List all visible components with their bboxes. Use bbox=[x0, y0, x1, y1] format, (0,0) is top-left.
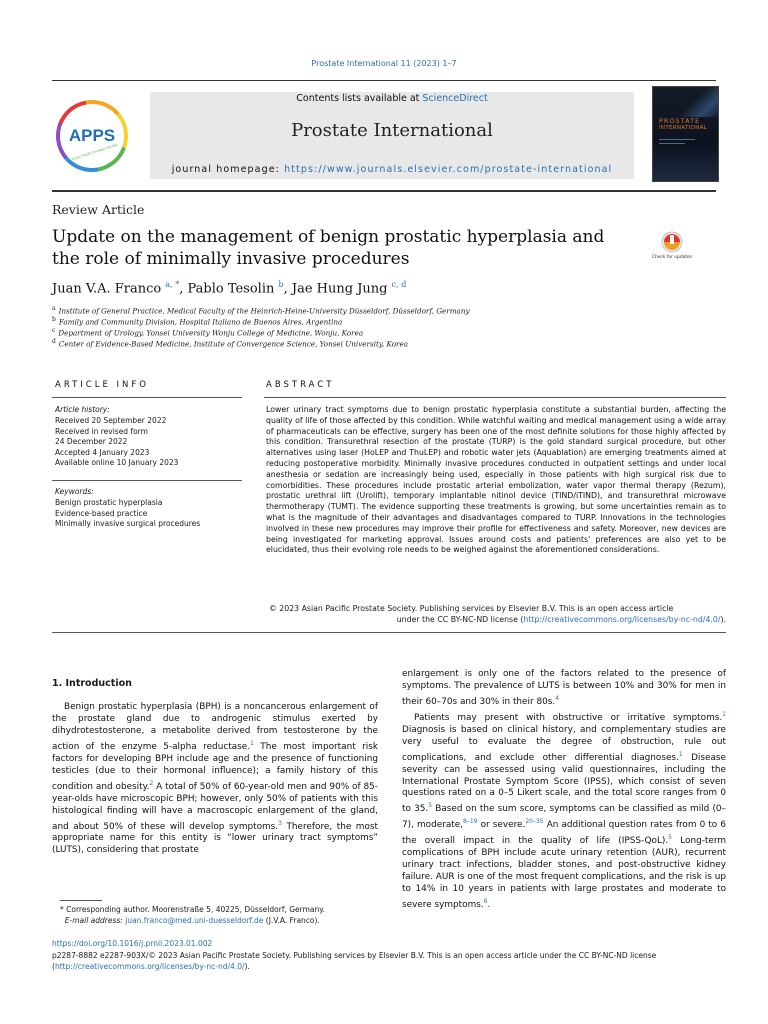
author-sup[interactable]: a, * bbox=[165, 280, 180, 289]
citation[interactable]: 6 bbox=[483, 898, 488, 906]
history-item: Received 20 September 2022 bbox=[55, 416, 167, 425]
keywords-rule bbox=[52, 480, 242, 481]
journal-reference[interactable]: Prostate International 11 (2023) 1–7 bbox=[311, 59, 457, 68]
email-line bbox=[60, 915, 325, 926]
keyword[interactable]: Minimally invasive surgical procedures bbox=[55, 519, 201, 528]
body-paragraph bbox=[402, 669, 726, 709]
copyright bbox=[266, 604, 726, 626]
footer-license-link[interactable]: http://creativecommons.org/licenses/by-nc-nd/4.0/ bbox=[54, 962, 245, 971]
article-title: Update on the management of benign prostatic hyperplasia and the role of minimally invasive procedures bbox=[52, 227, 605, 269]
homepage-link[interactable]: https://www.journals.elsevier.com/prostate-international bbox=[284, 164, 613, 175]
affiliation-text: Family and Community Division, Hospital Italiano de Buenos Aires, Argentina bbox=[58, 317, 343, 327]
email-label: E-mail address: bbox=[64, 916, 123, 925]
keyword[interactable]: Evidence-based practice bbox=[55, 508, 148, 518]
citation[interactable]: 1 bbox=[722, 710, 726, 718]
citation[interactable]: 1 bbox=[678, 750, 683, 758]
doi-link[interactable]: https://doi.org/10.1016/j.prnil.2023.01.002 bbox=[52, 939, 213, 948]
cover-line bbox=[659, 143, 685, 144]
footnote-rule bbox=[60, 900, 102, 901]
affiliation-text: Department of Urology, Yonsei University Wonju College of Medicine, Wonju, Korea bbox=[58, 328, 364, 338]
affiliation-text: Institute of General Practice, Medical Faculty of the Heinrich-Heine-University Düsseldorf, Düsseldorf, Germany bbox=[58, 306, 470, 316]
journal-name: Prostate International bbox=[291, 120, 493, 141]
affiliation-mark: b bbox=[52, 316, 56, 323]
cover-line bbox=[659, 139, 695, 140]
body-column-right bbox=[402, 669, 726, 912]
citation[interactable]: 3 bbox=[278, 819, 282, 827]
body-text: enlargement is only one of the factors related to the presence of symptoms. The prevalence of LUTS is between 10% and 30% for men in their 60–70s and 30% in their 80s. bbox=[402, 669, 726, 707]
body-text: Diagnosis is based on clinical history, and complementary studies are very useful to evaluate the degree of obstruction, rule out complications, and exclude other differential diagnoses. bbox=[402, 724, 726, 763]
copyright-line bbox=[266, 615, 726, 626]
cover-subtitle: INTERNATIONAL bbox=[659, 125, 707, 131]
abstract-bottom-rule bbox=[52, 632, 726, 633]
author-name[interactable]: , Pablo Tesolin bbox=[179, 281, 279, 297]
body-text: A total of 50% of 60-year-old men and 90% of 85-year-olds have microscopic BPH; however, only 50% of patients with this histological finding will have a macroscopic enlargement of the gland, and about 50% of these will develop symptoms. bbox=[52, 781, 379, 832]
apps-logo-icon bbox=[52, 96, 132, 176]
sciencedirect-link[interactable]: ScienceDirect bbox=[422, 93, 488, 104]
affiliation bbox=[52, 305, 470, 315]
body-text: . bbox=[487, 899, 491, 910]
citation[interactable]: 4 bbox=[555, 694, 560, 702]
citation[interactable]: 5 bbox=[428, 802, 433, 810]
header-rule-bottom bbox=[52, 190, 716, 192]
history-label: Article history: bbox=[55, 405, 110, 414]
article-info-heading: ARTICLE INFO bbox=[55, 380, 149, 390]
affiliation-mark: c bbox=[52, 327, 56, 334]
body-text: Long-term complications of BPH include acute urinary retention (AUR), recurrent urinary tract infections, bladder stones, and post-obstructive kidney failure. AUR is one of the most frequent complications, and the risk is up to 14% in 10 years in patients with large prostates and moderate to severe symptoms. bbox=[402, 836, 726, 910]
body-text: Therefore, the most appropriate name for this entity is “lower urinary tract symptoms” (LUTS), considering that prostate bbox=[52, 821, 378, 856]
author-name[interactable]: Juan V.A. Franco bbox=[52, 281, 166, 297]
history-item: Received in revised form bbox=[55, 426, 148, 436]
keywords-list bbox=[55, 498, 200, 530]
keywords-label: Keywords: bbox=[55, 487, 94, 496]
citation[interactable]: 1 bbox=[250, 739, 254, 747]
affiliation bbox=[52, 327, 363, 337]
body-text: An additional question rates from 0 to 6 the overall impact in the quality of life (IPSS-QoL). bbox=[402, 820, 726, 847]
logo-text: APPS bbox=[68, 126, 116, 145]
abstract-rule bbox=[264, 397, 726, 398]
body-column-left bbox=[52, 702, 378, 857]
affiliation-text: Center of Evidence-Based Medicine, Institute of Convergence Science, Yonsei University, Korea bbox=[58, 339, 408, 349]
contents-line bbox=[150, 93, 634, 104]
article-type: Review Article bbox=[52, 202, 145, 217]
footnote bbox=[60, 904, 325, 926]
logo-ring-text: Asian Pacific Prostate Society bbox=[71, 142, 119, 162]
check-for-updates-button[interactable] bbox=[652, 230, 692, 266]
body-text: Benign prostatic hyperplasia (BPH) is a noncancerous enlargement of the prostate gland due to androgenic stimulus exerted by dihydrotestosterone, a metabolite derived from testosterone by the action of the enzyme 5-alpha reductase. bbox=[52, 702, 378, 752]
history-list bbox=[55, 416, 178, 469]
affiliation bbox=[52, 316, 342, 326]
homepage-prefix: journal homepage: bbox=[171, 164, 285, 175]
affiliation bbox=[52, 338, 408, 348]
license-link[interactable]: http://creativecommons.org/licenses/by-nc-nd/4.0/ bbox=[523, 614, 721, 624]
body-text: The most important risk factors for developing BPH include age and the presence of functioning testicles (due to their hormonal influence); a family history of this condition and obesity. bbox=[52, 741, 378, 792]
section-title: 1. Introduction bbox=[52, 678, 132, 689]
corresponding-author: * Corresponding author. Moorenstraße 5, 40225, Düsseldorf, Germany. bbox=[60, 905, 326, 914]
body-text: Disease severity can be assessed using valid questionnaires, including the International Prostate Symptom Score (IPSS), which consist of seven questions rated on a 0–5 Likert scale, and the total score ranges from 0 to 35. bbox=[402, 752, 727, 815]
email-suffix: (J.V.A. Franco). bbox=[263, 916, 320, 925]
citation[interactable]: 2 bbox=[149, 779, 154, 787]
header-rule-top bbox=[52, 80, 716, 81]
abstract-text: Lower urinary tract symptoms due to benign prostatic hyperplasia constitute a substantial burden, affecting the quality of life of those affected by this condition. While watchful waiting and medical management using a wide array of pharmaceuticals can be effective, surgery has been one of the most definite solutions for those highly affected by this condition. Transurethral resection of the prostate (TURP) is the gold standard surgical procedure, but other alternatives using laser (HoLEP and ThuLEP) and robotic water jets (Aquablation) are emerging treatments aimed at reducing postoperative morbidity. Minimally invasive procedures conducted in outpatient settings and under local anesthesia or sedation are increasingly being used, especially in those patients with high surgical risk due to comorbidities. These procedures include prostatic arterial embolization, water vapor thermal therapy (Rezum), prostatic urethral lift (Urolift), temporary implantable nitinol device (TIND/iTIND), and transurethral microwave thermotherapy (TUMT). The evidence supporting these treatments is growing, but some uncertainties remain as to what is the magnitude of their advantages and disadvantages compared to TURP. Innovations in the technologies involved in these new procedures may improve their profile for effectiveness and safety. Moreover, new devices are being investigated for marketing approval. Issues around costs and patients' preferences are also yet to be elucidated, thus their evolving role needs to be weighed against the aforementioned considerations. bbox=[266, 405, 726, 555]
citation[interactable]: 5 bbox=[668, 834, 672, 842]
abstract-heading: ABSTRACT bbox=[266, 380, 335, 390]
copyright-line: © 2023 Asian Pacific Prostate Society. Publishing services by Elsevier B.V. This is an open access article bbox=[269, 604, 674, 613]
citation[interactable]: 20–35 bbox=[525, 818, 544, 826]
author-list bbox=[52, 280, 406, 296]
citation[interactable]: 8–19 bbox=[463, 818, 478, 826]
history-item: 24 December 2022 bbox=[55, 437, 128, 446]
cover-graphic bbox=[673, 86, 719, 117]
affiliation-mark: d bbox=[52, 338, 56, 345]
history-item: Available online 10 January 2023 bbox=[55, 458, 179, 467]
body-text: Based on the sum score, symptoms can be classified as mild (0–7), moderate, bbox=[402, 804, 726, 831]
author-sup[interactable]: c, d bbox=[391, 280, 407, 289]
keyword[interactable]: Benign prostatic hyperplasia bbox=[55, 498, 163, 507]
author-sup[interactable]: b bbox=[278, 280, 284, 289]
body-text: or severe. bbox=[477, 820, 526, 831]
contents-prefix: Contents lists available at bbox=[296, 93, 423, 104]
copyright-prefix: under the CC BY-NC-ND license ( bbox=[396, 614, 524, 624]
cover-title: PROSTATE bbox=[659, 117, 701, 125]
issn-suffix: ). bbox=[244, 962, 250, 971]
journal-banner bbox=[150, 92, 634, 179]
apps-logo[interactable] bbox=[52, 96, 132, 176]
issn-line bbox=[52, 950, 726, 972]
copyright-suffix: ). bbox=[720, 614, 726, 624]
body-paragraph bbox=[402, 709, 726, 912]
email-link[interactable]: juan.franco@med.uni-duesseldorf.de bbox=[125, 916, 264, 925]
article-info-rule bbox=[52, 397, 242, 398]
check-updates-label: Check for updates bbox=[652, 255, 692, 260]
history-item: Accepted 4 January 2023 bbox=[55, 447, 150, 457]
check-for-updates-icon bbox=[652, 230, 692, 266]
issn-text: p2287-8882 e2287-903X/© 2023 Asian Pacific Prostate Society. Publishing services by Elsevier B.V. This is an open access article under the CC BY-NC-ND license ( bbox=[52, 951, 657, 971]
body-paragraph bbox=[52, 702, 378, 857]
body-text: Patients may present with obstructive or irritative symptoms. bbox=[414, 712, 723, 723]
journal-cover[interactable] bbox=[652, 86, 719, 182]
affiliation-mark: a bbox=[52, 305, 56, 312]
author-name[interactable]: , Jae Hung Jung bbox=[283, 281, 392, 297]
homepage-line bbox=[150, 164, 634, 175]
